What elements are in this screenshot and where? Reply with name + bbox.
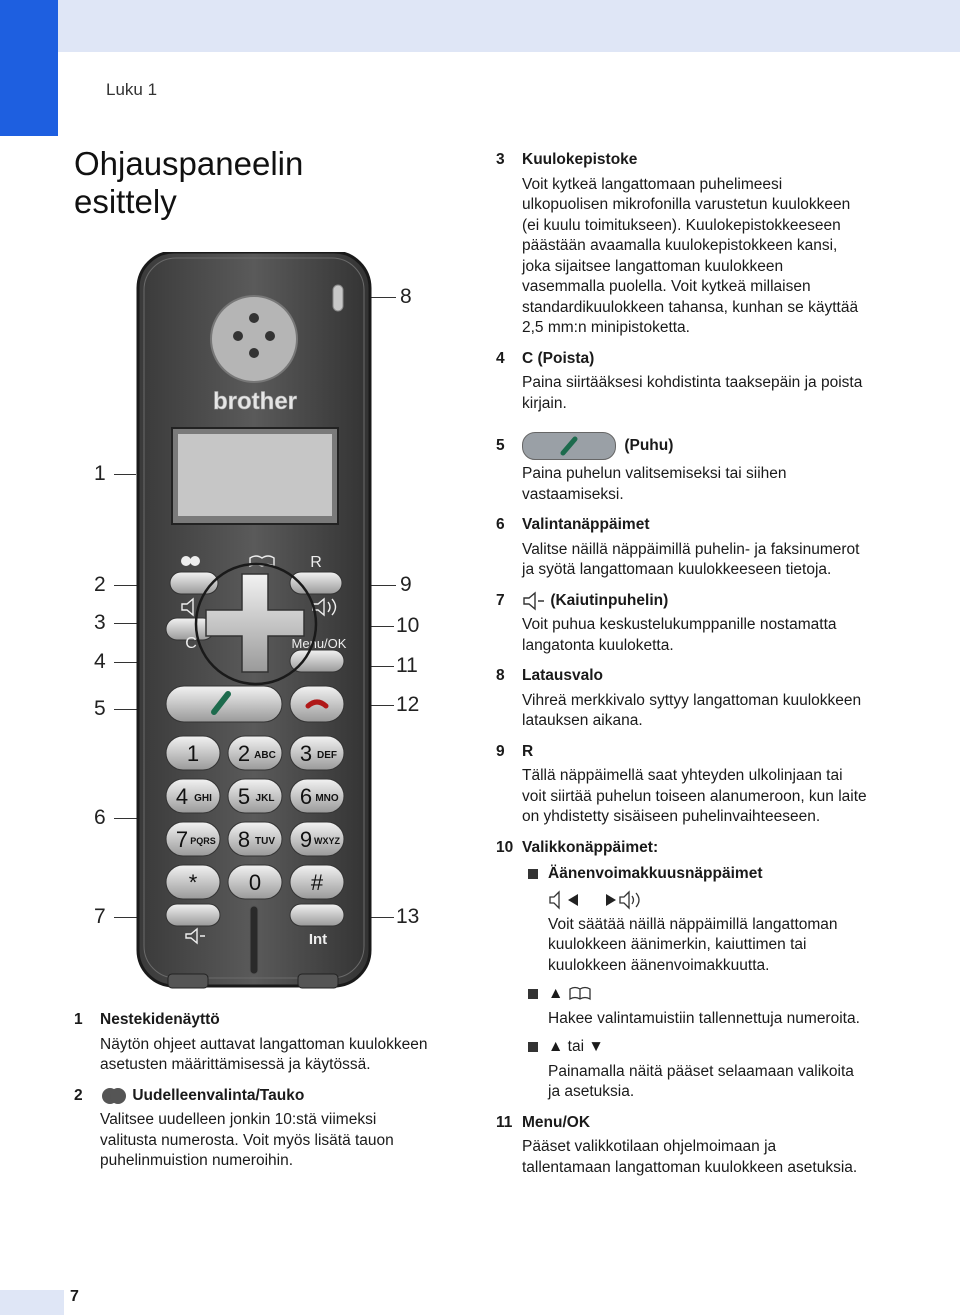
list-item: 5 (Puhu) Paina puhelun valitsemiseksi tai siihen vastaamiseksi.	[522, 432, 867, 505]
callout-13: 13	[396, 905, 420, 928]
callout-6: 6	[94, 806, 106, 829]
keypad-key-9[interactable]	[290, 822, 344, 856]
left-item-list	[74, 1010, 430, 1182]
charge-light-icon	[333, 285, 343, 311]
keypad-key-3[interactable]	[290, 736, 344, 770]
callout-3: 3	[94, 611, 106, 634]
keypad-key-7[interactable]	[166, 822, 220, 856]
chapter-label: Luku 1	[106, 80, 158, 99]
key-digit: 4	[175, 784, 189, 809]
list-item: 11 Menu/OK Pääset valikkotilaan ohjelmoimaan ja tallentamaan langattoman kuulokkeen asetuksia.	[496, 1113, 858, 1176]
bullet-icon	[528, 869, 538, 879]
callout-7: 7	[94, 905, 106, 928]
key-letters: ABC	[254, 750, 276, 761]
r-button	[290, 572, 342, 594]
keypad-key-4[interactable]	[166, 779, 220, 813]
key-letters: DEF	[317, 750, 337, 761]
redial-icon	[100, 1086, 128, 1106]
speakerphone-icon	[522, 591, 546, 611]
callout-11: 11	[396, 654, 418, 677]
list-item: 10 Valikkonäppäimet: Äänenvoimakkuusnäppäimet Voit säätää näillä näppäimillä langattoman kuulokkeen äänimerkin, kaiuttimen tai kuulokkeen äänenvoimakkuutta. ▲ Hakee valintamuistiin tallennettuja numeroita. ▲ tai ▼ Painamalla näitä pääset selaamaan valikoita ja asetuksia.	[522, 838, 867, 1103]
sub-item: Äänenvoimakkuusnäppäimet Voit säätää näillä näppäimillä langattoman kuulokkeen äänimerkin, kaiuttimen tai kuulokkeen äänenvoimakkuutta.	[548, 864, 867, 976]
right-item-list	[496, 150, 867, 1188]
lcd-display	[178, 434, 332, 516]
keypad-key-hash[interactable]	[290, 865, 344, 899]
key-letters: TUV	[255, 836, 275, 847]
menu-ok-label: Menu/OK	[291, 636, 347, 651]
key-digit: 1	[186, 741, 200, 766]
key-digit: 0	[248, 870, 262, 895]
sub-item: ▲ tai ▼ Painamalla näitä pääset selaamaan valikoita ja asetuksia.	[548, 1037, 867, 1103]
list-item: 2 Uudelleenvalinta/Tauko Valitsee uudelleen jonkin 10:stä viimeksi valitusta numerosta. Voit myös lisätä tauon puhelinmuistion numeroihin.	[74, 1086, 394, 1170]
key-digit: 9	[299, 827, 313, 852]
keypad-key-5[interactable]	[228, 779, 282, 813]
int-button	[290, 904, 344, 926]
callout-5: 5	[94, 697, 106, 720]
keypad-key-1[interactable]	[166, 736, 220, 770]
key-digit: 3	[299, 741, 313, 766]
page-title	[74, 145, 303, 221]
sub-item: ▲ Hakee valintamuistiin tallennettuja numeroita.	[548, 984, 867, 1029]
handset-illustration	[134, 252, 374, 990]
earpiece-icon	[211, 296, 297, 382]
list-item: 9 R Tällä näppäimellä saat yhteyden ulkolinjaan tai voit siirtää puhelun toiseen alanumeroon, kun laite on yhdistetty sisäiseen puhelinvaihteeseen.	[496, 742, 867, 826]
callout-12: 12	[396, 693, 420, 716]
header-band	[0, 0, 960, 52]
footer-band	[0, 1290, 64, 1315]
redial-icon	[181, 556, 191, 566]
title-line-2: esittely	[74, 183, 177, 220]
list-item: 1 Nestekidenäyttö Näytön ohjeet auttavat langattoman kuulokkeen asetusten määrittämisessä ja käytössä.	[74, 1011, 428, 1073]
keypad-key-8[interactable]	[228, 822, 282, 856]
key-letters: WXYZ	[314, 836, 340, 846]
r-label: R	[310, 554, 322, 571]
callout-1: 1	[94, 462, 106, 485]
key-letters: PQRS	[190, 836, 216, 846]
callout-4: 4	[94, 650, 106, 673]
list-item: 6 Valintanäppäimet Valitse näillä näppäimillä puhelin- ja faksinumerot ja syötä langattomaan kuulokkeeseen tietoja.	[496, 516, 860, 578]
key-letters: GHI	[194, 793, 212, 804]
key-digit: 8	[237, 827, 251, 852]
key-digit: 7	[175, 827, 189, 852]
leader-line	[114, 474, 136, 475]
key-digit: 5	[237, 784, 251, 809]
talk-button-icon	[522, 432, 616, 460]
key-digit: *	[188, 870, 198, 895]
keypad-key-0[interactable]	[228, 865, 282, 899]
keypad-key-6[interactable]	[290, 779, 344, 813]
list-item: 3 Kuulokepistoke Voit kytkeä langattomaan puhelimeesi ulkopuolisen mikrofonilla varustetun kuulokkeen (ei kuulu toimitukseen). Kuulokepistokkeeseen päästään avaamalla kuulokepistokkeen kansi, joka sijaitsee langattoman kuulokkeen vasemmalla puolella. Voit kytkeä millaisen standardikuulokkeen tahansa, kunhan se käyttää 2,5 mm:n minipistoketta.	[496, 151, 859, 336]
key-digit: #	[310, 870, 324, 895]
key-digit: 6	[299, 784, 313, 809]
speaker-button	[166, 904, 220, 926]
volume-arrows-icon	[548, 889, 644, 911]
callout-2: 2	[94, 573, 106, 596]
key-letters: MNO	[315, 793, 339, 804]
talk-icon	[523, 433, 615, 459]
chapter-tab	[0, 0, 58, 136]
title-line-1: Ohjauspaneelin	[74, 145, 304, 182]
int-label: Int	[308, 931, 328, 948]
callout-8: 8	[400, 285, 412, 308]
keypad-key-star[interactable]	[166, 865, 220, 899]
key-letters: JKL	[255, 793, 275, 804]
keypad-key-2[interactable]	[228, 736, 282, 770]
list-item: 8 Latausvalo Vihreä merkkivalo syttyy langattoman kuulokkeen latauksen aikana.	[496, 667, 862, 730]
page-number: 7	[70, 1288, 79, 1305]
bullet-icon	[528, 1042, 538, 1052]
key-digit: 2	[237, 741, 251, 766]
brand-logo: brother	[213, 388, 297, 415]
phonebook-icon	[568, 986, 592, 1002]
list-item: 4 C (Poista) Paina siirtääksesi kohdistinta taaksepäin ja poista kirjain.	[496, 349, 863, 412]
microphone-slot	[250, 906, 258, 974]
menu-ok-button	[290, 650, 344, 672]
callout-9: 9	[400, 573, 412, 596]
bullet-icon	[528, 989, 538, 999]
list-item: 7 (Kaiutinpuhelin) Voit puhua keskustelukumppanille nostamatta langatonta kuuloketta.	[496, 591, 837, 654]
c-label: C	[185, 635, 197, 652]
callout-10: 10	[396, 614, 420, 637]
